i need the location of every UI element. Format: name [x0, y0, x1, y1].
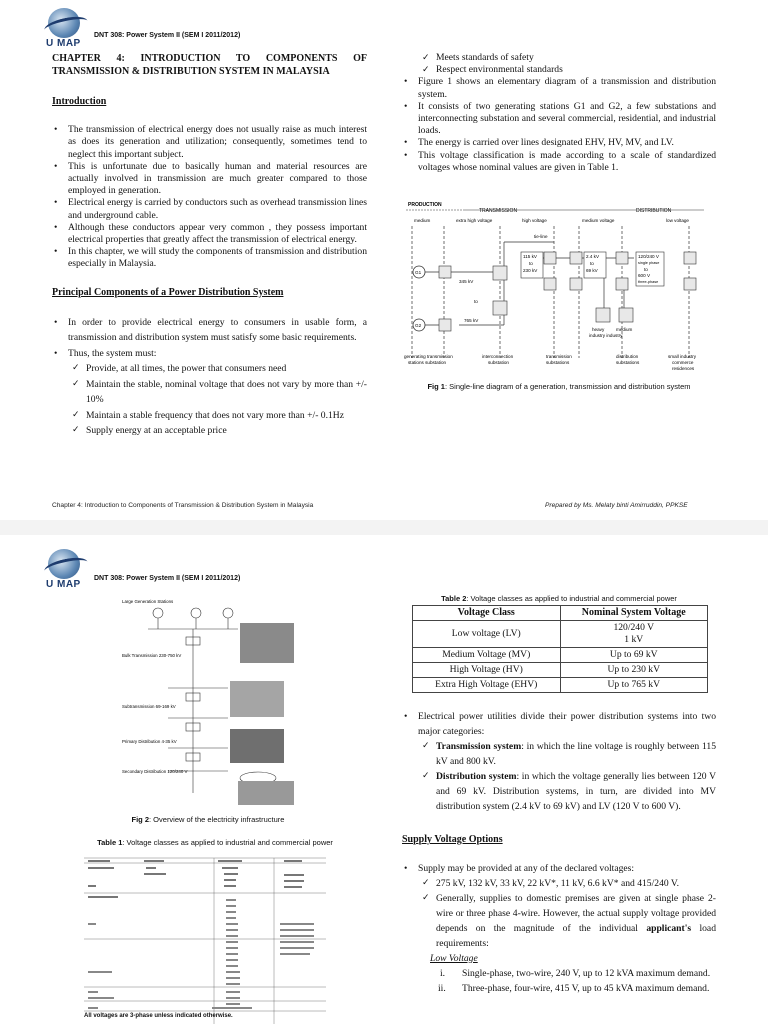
course-header: DNT 308: Power System II (SEM I 2011/2012)	[94, 575, 241, 582]
label-medium-ind: medium	[616, 327, 633, 332]
label-production: PRODUCTION	[408, 202, 442, 208]
lv-item-text: Three-phase, four-wire, 415 V, up to 45 kVA maximum demand.	[462, 983, 710, 994]
list-item: • This is unfortunate due to basically human and material resources are actually involved in transmission are much greater compared to those employed in generation.	[68, 161, 367, 198]
fig1-caption-text: : Single-line diagram of a generation, transmission and distribution system	[444, 382, 691, 391]
principal-list	[52, 315, 367, 362]
label-trans-subs-2: substations	[546, 360, 570, 365]
logo-text: U MAP	[46, 579, 81, 590]
cell-class: High Voltage (HV)	[413, 663, 561, 678]
lv-item-text: Single-phase, two-wire, 240 V, up to 12 kVA maximum demand.	[462, 968, 711, 979]
lv-item-num: ii.	[438, 983, 446, 994]
label-small-ind-3: residences	[672, 366, 695, 371]
distribution-label: Distribution system	[436, 771, 517, 782]
label-small-ind: small industry	[668, 354, 697, 359]
label-gen-stations-2: stations substation	[408, 360, 447, 365]
list-item: • Electrical power utilities divide their power distribution systems into two major categories:	[418, 709, 716, 739]
list-item: • Thus, the system must:	[68, 346, 367, 362]
applicant-word: applicant's	[646, 923, 692, 934]
photo-subtransmission-line	[230, 681, 284, 717]
figure-description-list	[402, 76, 716, 174]
page-2	[0, 535, 768, 1024]
label-bulk-transmission: Bulk Transmission 230-750 kV	[122, 653, 182, 658]
system-types-list	[418, 739, 716, 814]
table1-scan-svg	[84, 849, 326, 1024]
list-item	[436, 891, 716, 951]
table1-caption	[60, 838, 370, 847]
table1-note: All voltages are 3-phase unless indicated otherwise.	[84, 1013, 233, 1019]
supply-ticks	[418, 876, 716, 951]
list-item: ✓ Respect environmental standards	[436, 64, 716, 76]
label-large-gen: Large Generation Stations	[122, 599, 174, 604]
list-item: ✓ Maintain a stable frequency that does not vary more than +/- 0.1Hz	[86, 408, 367, 424]
label-ehv: extra high voltage	[456, 218, 493, 223]
list-item	[436, 739, 716, 769]
label-lv: low voltage	[666, 218, 689, 223]
label-to-2: to	[590, 261, 594, 266]
label-interconnection-2: substation	[488, 360, 509, 365]
fig2-caption-label: Fig 2	[131, 815, 150, 824]
supply-tick-text: Generally, supplies to domestic premises are given at single phase 2-wire or three phase 4-wire. However, the actual supply voltage provided depends on the magnitude of the individual	[436, 893, 716, 934]
list-item: • Electrical energy is carried by conductors such as overhead transmission lines and underground cable.	[68, 197, 367, 221]
distribution-text: : in which the voltage generally lies between 120 V and 69 kV. Distribution systems, in turn, are divided into MV distribution system (2.4 kV to 69 kV) and LV (120 V to 600 V).	[436, 771, 717, 812]
cell-voltage: Up to 765 kV	[560, 678, 708, 693]
label-industry: industry industry	[589, 333, 623, 338]
cell-class: Medium Voltage (MV)	[413, 648, 561, 663]
logo-text: U MAP	[46, 38, 81, 49]
label-230kv: 230 kV	[523, 268, 538, 273]
fig1-single-line-diagram	[404, 198, 714, 373]
transmission-text: : in which the line voltage is roughly between 115 kV and 800 kV.	[436, 741, 716, 767]
label-600v: 600 V	[638, 273, 651, 278]
label-primary-distribution: Primary Distribution 4-35 kV	[122, 739, 177, 744]
label-to-1: to	[529, 261, 533, 266]
label-tieline: tie-line	[534, 234, 548, 239]
table1-caption-label: Table 1	[97, 838, 123, 847]
label-to-3: to	[644, 267, 648, 272]
list-item: ✓ Supply energy at an acceptable price	[86, 423, 367, 439]
page2-right-column	[402, 709, 716, 996]
label-dist-subs: distribution	[616, 354, 639, 359]
table2-caption	[404, 594, 714, 603]
list-item: • In this chapter, we will study the components of transmission and distribution especially in Malaysia.	[68, 246, 367, 270]
lv-item	[436, 981, 716, 996]
label-115kv: 115 kV	[523, 254, 537, 259]
label-trans-subs: transmission	[546, 354, 572, 359]
label-120-240v: 120/240 V	[638, 254, 659, 259]
fig2-caption-text: : Overview of the electricity infrastructure	[149, 815, 285, 824]
label-heavy: heavy	[592, 327, 605, 332]
label-subtransmission: Subtransmission 69-169 kV	[122, 704, 176, 709]
label-gen-stations: generating transmission	[404, 354, 453, 359]
footer-right: Prepared by Ms. Melaty binti Amirruddin, PPKSE	[545, 502, 688, 509]
list-item: • The transmission of electrical energy does not usually raise as much interest as does its generation and utilization; consequently, sometimes tend to neglect this important subject.	[68, 124, 367, 161]
list-item: • Although these conductors appear very common , they possess important electrical properties that greatly affect the transmission of electrical energy.	[68, 222, 367, 246]
cell-voltage-line: 120/240 V	[613, 622, 655, 633]
label-secondary-distribution: Secondary Distribution 120/240 V	[122, 769, 188, 774]
cell-voltage	[560, 621, 708, 648]
principal-heading: Principal Components of a Power Distribution System	[52, 286, 284, 298]
table-row	[413, 648, 708, 663]
label-69kv: 69 kV	[586, 268, 598, 273]
cell-voltage: Up to 230 kV	[560, 663, 708, 678]
page-separator	[0, 520, 768, 535]
course-header: DNT 308: Power System II (SEM I 2011/2012)	[94, 32, 241, 39]
table1-scan	[84, 849, 326, 1024]
lv-item	[436, 966, 716, 981]
list-item: • The energy is carried over lines designated EHV, HV, MV, and LV.	[418, 137, 716, 149]
header-nominal-voltage: Nominal System Voltage	[560, 606, 708, 621]
list-item	[436, 769, 716, 814]
header-voltage-class: Voltage Class	[413, 606, 561, 621]
low-voltage-heading: Low Voltage	[430, 953, 478, 964]
cell-voltage: Up to 69 kV	[560, 648, 708, 663]
label-transmission: TRANSMISSION	[479, 208, 518, 214]
fig2-caption	[118, 815, 298, 824]
list-item: • Supply may be provided at any of the declared voltages:	[418, 861, 716, 876]
table2-caption-text: : Voltage classes as applied to industrial and commercial power	[466, 594, 677, 603]
footer-left: Chapter 4: Introduction to Components of Transmission & Distribution System in Malaysia	[52, 502, 314, 509]
table2-voltage-classes	[412, 605, 708, 693]
table-row	[413, 678, 708, 693]
list-item: • This voltage classification is made according to a scale of standardized voltages whose nominal values are given in Table 1.	[418, 150, 716, 174]
list-item: • Figure 1 shows an elementary diagram of a transmission and distribution system.	[418, 76, 716, 100]
list-item: ✓ Meets standards of safety	[436, 52, 716, 64]
photo-primary-distribution	[230, 729, 284, 763]
label-hv: high voltage	[522, 218, 547, 223]
list-item: ✓ Provide, at all times, the power that consumers need	[86, 361, 367, 377]
chapter-title: CHAPTER 4: INTRODUCTION TO COMPONENTS OF TRANSMISSION & DISTRIBUTION SYSTEM IN MALAYSIA	[52, 53, 367, 77]
table2-caption-label: Table 2	[441, 594, 467, 603]
fig2-svg	[118, 593, 296, 808]
label-medium: medium	[414, 218, 431, 223]
unimap-logo	[44, 549, 90, 593]
label-interconnection: interconnection	[482, 354, 514, 359]
cell-class: Extra High Voltage (EHV)	[413, 678, 561, 693]
fig1-caption	[402, 382, 716, 391]
requirements-list	[68, 361, 367, 439]
lv-item-num: i.	[440, 968, 446, 979]
fig1-caption-label: Fig 1	[427, 382, 445, 391]
requirements-list-cont	[418, 52, 716, 76]
label-distribution: DISTRIBUTION	[636, 208, 672, 214]
label-small-ind-2: commerce	[672, 360, 694, 365]
intro-list	[52, 124, 367, 270]
table-header-row	[413, 606, 708, 621]
table-row	[413, 663, 708, 678]
unimap-logo	[44, 8, 90, 52]
fig2-electricity-infrastructure	[118, 593, 296, 808]
label-g2: G2	[415, 323, 422, 328]
list-item: • It consists of two generating stations G1 and G2, a few substations and interconnecting substation and several commercial, residential, and industrial loads.	[418, 101, 716, 138]
label-three-phase: three-phase	[638, 280, 659, 284]
label-to-4: to	[474, 299, 478, 304]
label-dist-subs-2: substations	[616, 360, 640, 365]
transmission-label: Transmission system	[436, 741, 522, 752]
right-column	[402, 52, 716, 174]
photo-transmission-tower	[240, 623, 294, 663]
label-345kv: 345 kV	[459, 279, 474, 284]
label-2-4kv: 2.4 kV	[586, 254, 600, 259]
supply-heading: Supply Voltage Options	[402, 834, 503, 845]
cell-class: Low voltage (LV)	[413, 621, 561, 648]
label-single-phase: single phase	[638, 261, 660, 265]
label-mv: medium voltage	[582, 218, 615, 223]
left-column	[52, 52, 367, 439]
table1-caption-text: : Voltage classes as applied to industrial and commercial power	[122, 838, 333, 847]
label-765kv: 765 kV	[464, 318, 479, 323]
list-item: ✓ Maintain the stable, nominal voltage that does not vary by more than +/- 10%	[86, 377, 367, 408]
supply-list	[402, 861, 716, 876]
list-item: ✓ 275 kV, 132 kV, 33 kV, 22 kV*, 11 kV, 6.6 kV* and 415/240 V.	[436, 876, 716, 891]
load-req-text: load requirements:	[436, 923, 716, 949]
photo-secondary-distribution	[238, 781, 294, 805]
utilities-list	[402, 709, 716, 739]
intro-heading: Introduction	[52, 96, 107, 107]
table-row	[413, 621, 708, 648]
label-g1: G1	[415, 270, 422, 275]
list-item: • In order to provide electrical energy to consumers in usable form, a transmission and distribution system must satisfy some basic requirements.	[68, 315, 367, 346]
cell-voltage-line: 1 kV	[624, 634, 644, 645]
